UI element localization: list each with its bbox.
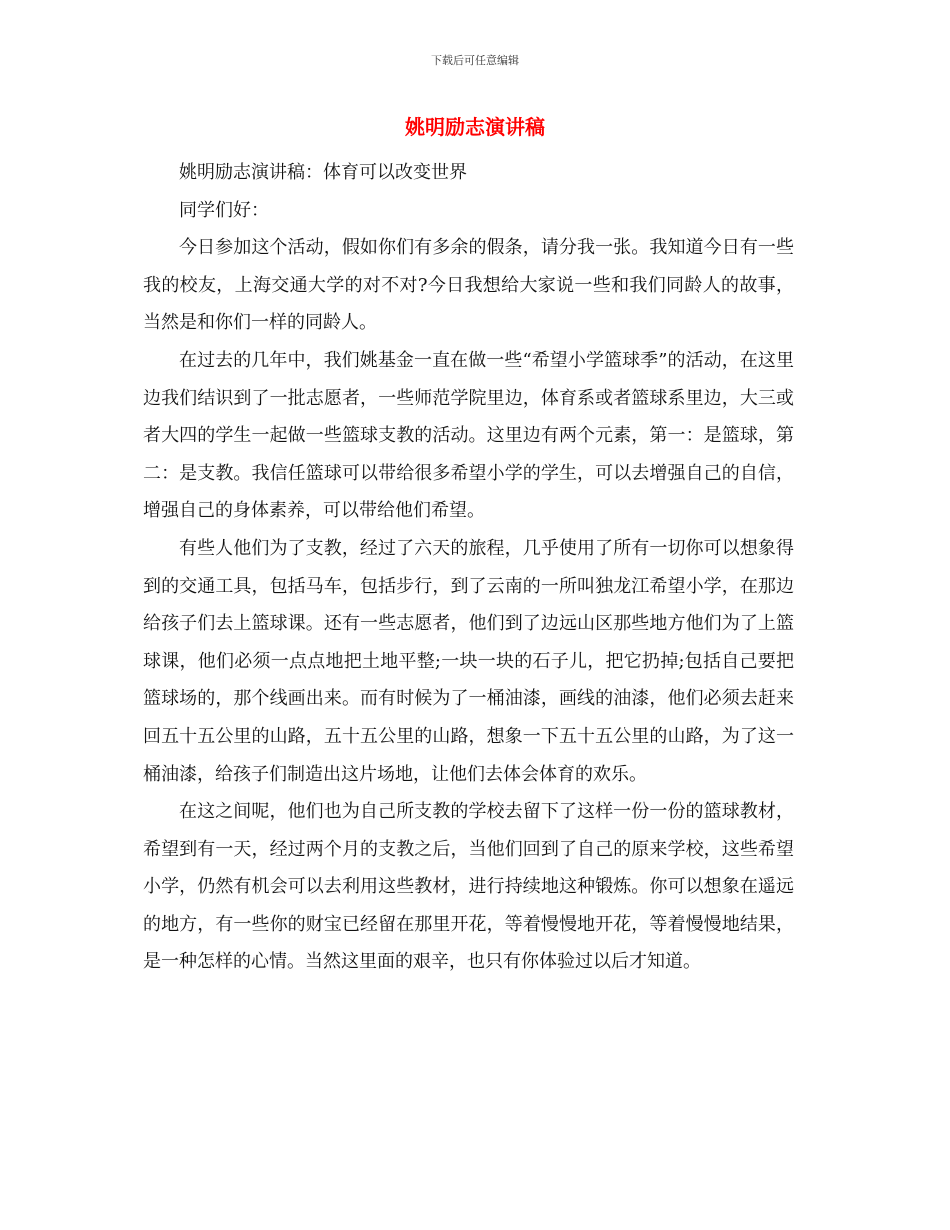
greeting-line: 同学们好：: [179, 199, 269, 221]
document-body: [143, 154, 794, 981]
paragraph-3: 有些人他们为了支教，经过了六天的旅程，几乎使用了所有一切你可以想象得到的交通工具，包括马车，包括步行，到了云南的一所叫独龙江希望小学，在那边给孩子们去上篮球课。还有一些志愿者，他们到了边远山区那些地方他们为了上篮球课，他们必须一点点地把土地平整;一块一块的石子儿，把它扔掉;包括自己要把篮球场的，那个线画出来。而有时候为了一桶油漆，画线的油漆，他们必须去赶来回五十五公里的山路，五十五公里的山路，想象一下五十五公里的山路，为了这一桶油漆，给孩子们制造出这片场地，让他们去体会体育的欢乐。: [143, 537, 794, 785]
paragraph-1: 今日参加这个活动，假如你们有多余的假条，请分我一张。我知道今日有一些我的校友，上海交通大学的对不对?今日我想给大家说一些和我们同龄人的故事，当然是和你们一样的同龄人。: [143, 237, 794, 334]
header-note: 下载后可任意编辑: [431, 54, 519, 67]
speech-subtitle: 姚明励志演讲稿：体育可以改变世界: [179, 162, 467, 183]
paragraph-4: 在这之间呢，他们也为自己所支教的学校去留下了这样一份一份的篮球教材，希望到有一天，经过两个月的支教之后，当他们回到了自己的原来学校，这些希望小学，仍然有机会可以去利用这些教材，进行持续地这种锻炼。你可以想象在遥远的地方，有一些你的财宝已经留在那里开花，等着慢慢地开花，等着慢慢地结果，是一种怎样的心情。当然这里面的艰辛，也只有你体验过以后才知道。: [143, 801, 794, 973]
document-title: 姚明励志演讲稿: [405, 115, 545, 139]
paragraph-2: 在过去的几年中，我们姚基金一直在做一些“希望小学篮球季”的活动，在这里边我们结识到了一批志愿者，一些师范学院里边，体育系或者篮球系里边，大三或者大四的学生一起做一些篮球支教的活动。这里边有两个元素，第一：是篮球，第二：是支教。我信任篮球可以带给很多希望小学的学生，可以去增强自己的自信，增强自己的身体素养，可以带给他们希望。: [143, 349, 794, 522]
